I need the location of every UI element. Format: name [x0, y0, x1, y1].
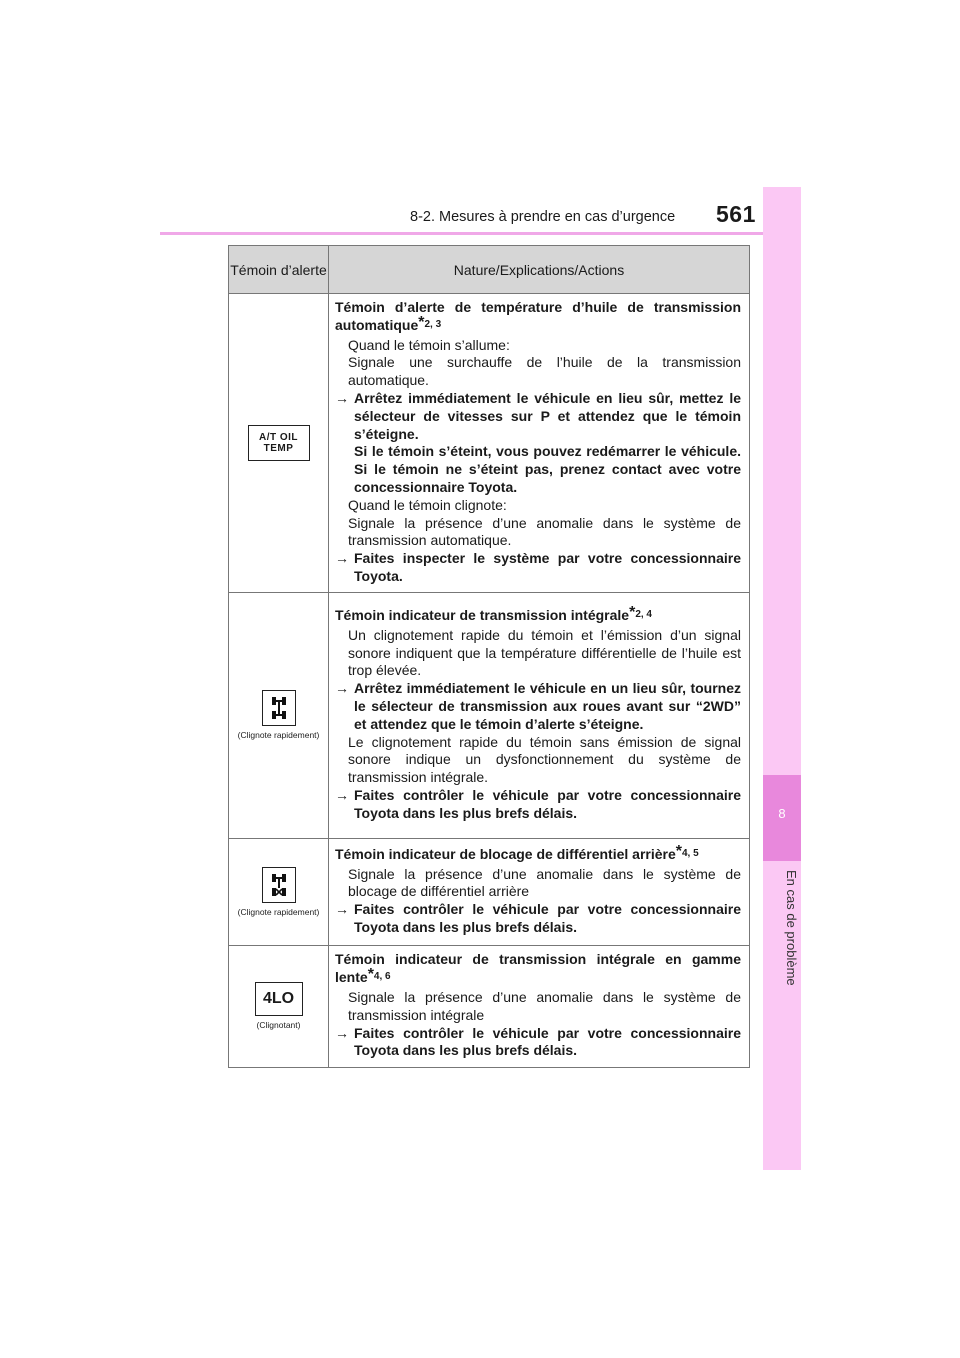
row-title: Témoin indicateur de transmission intégrale$^{*2, 4}$	[335, 603, 652, 623]
arrow-icon: →	[335, 1024, 349, 1041]
explanation-text: Signale la présence d’une anomalie dans le système de blocage de différentiel arrière	[348, 865, 741, 900]
rear-diff-lock-icon	[262, 867, 296, 903]
explanation-text: Signale la présence d’une anomalie dans le système de transmission intégrale	[348, 988, 741, 1023]
section-title: 8-2. Mesures à prendre en cas d’urgence	[410, 209, 676, 225]
explanation-cell	[329, 838, 750, 945]
action-text: → Faites contrôler le véhicule par votre concessionnaire Toyota dans les plus brefs délais.	[335, 1024, 741, 1059]
col-header-temoin: Témoin d’alerte	[229, 246, 329, 294]
at-oil-temp-icon: A/T OIL TEMP	[248, 425, 310, 461]
warning-light-cell	[229, 945, 329, 1067]
row-title: Témoin d’alerte de température d’huile de transmission automatique$^{*2, 3}$	[335, 299, 741, 333]
chapter-number: 8	[763, 775, 801, 861]
action-text: → Faites contrôler le véhicule par votre concessionnaire Toyota dans les plus brefs délais.	[335, 786, 741, 821]
action-text: → Arrêtez immédiatement le véhicule en lieu sûr, mettez le sélecteur de vitesses sur P et attendez que le témoin s’éteigne.	[335, 389, 741, 442]
chapter-label: En cas de problème	[784, 870, 799, 986]
explanation-text: Signale une surchauffe de l’huile de la transmission automatique.	[348, 354, 741, 389]
col-header-nature: Nature/Explications/Actions	[329, 246, 750, 294]
arrow-icon: →	[335, 786, 349, 803]
arrow-icon: →	[335, 389, 349, 406]
icon-caption: (Clignote rapidement)	[237, 906, 320, 917]
arrow-icon: →	[335, 550, 349, 567]
4lo-indicator-icon: 4LO	[255, 982, 303, 1016]
table-row	[229, 945, 750, 1067]
action-text: → Faites inspecter le système par votre concessionnaire Toyota.	[335, 550, 741, 584]
explanation-text: Signale la présence d’une anomalie dans le système de transmission automatique.	[348, 514, 741, 549]
condition-text: Quand le témoin s’allume:	[348, 336, 510, 353]
row-title: Témoin indicateur de blocage de différentiel arrière$^{*4, 5}$	[335, 842, 699, 862]
page-number: 561	[716, 201, 756, 227]
warning-lights-table	[228, 245, 750, 1068]
arrow-icon: →	[335, 680, 349, 697]
condition-text: Quand le témoin clignote:	[348, 496, 507, 513]
warning-light-cell	[229, 592, 329, 838]
row-title: Témoin indicateur de transmission intégrale en gamme lente$^{*4, 6}$	[335, 951, 741, 986]
icon-caption: (Clignotant)	[256, 1020, 301, 1031]
4wd-indicator-icon	[262, 690, 296, 726]
warning-light-cell	[229, 838, 329, 945]
action-text: Si le témoin s’éteint, vous pouvez redémarrer le véhicule. Si le témoin ne s’éteint pas, prenez contact avec votre concessionnaire Toyota.	[354, 443, 741, 495]
table-row	[229, 592, 750, 838]
header-rule	[160, 232, 800, 235]
explanation-text: Le clignotement rapide du témoin sans émission de signal sonore indique un dysfonctionnement du système de transmission intégrale.	[348, 733, 741, 786]
explanation-text: Un clignotement rapide du témoin et l’émission d’un signal sonore indiquent que la température différentielle de l’huile est trop élevée.	[348, 626, 741, 679]
arrow-icon: →	[335, 901, 349, 918]
explanation-cell	[329, 945, 750, 1067]
explanation-cell	[329, 294, 750, 593]
table-header-row	[229, 246, 750, 294]
table-row	[229, 294, 750, 593]
action-text: → Arrêtez immédiatement le véhicule en un lieu sûr, tournez le sélecteur de transmission aux roues avant sur “2WD” et attendez que le témoin d’alerte s’éteigne.	[335, 680, 741, 732]
side-tab	[763, 187, 801, 1170]
action-text: → Faites contrôler le véhicule par votre concessionnaire Toyota dans les plus brefs délais.	[335, 901, 741, 935]
explanation-cell	[329, 592, 750, 838]
icon-caption: (Clignote rapidement)	[237, 730, 320, 741]
warning-light-cell	[229, 294, 329, 593]
table-row	[229, 838, 750, 945]
